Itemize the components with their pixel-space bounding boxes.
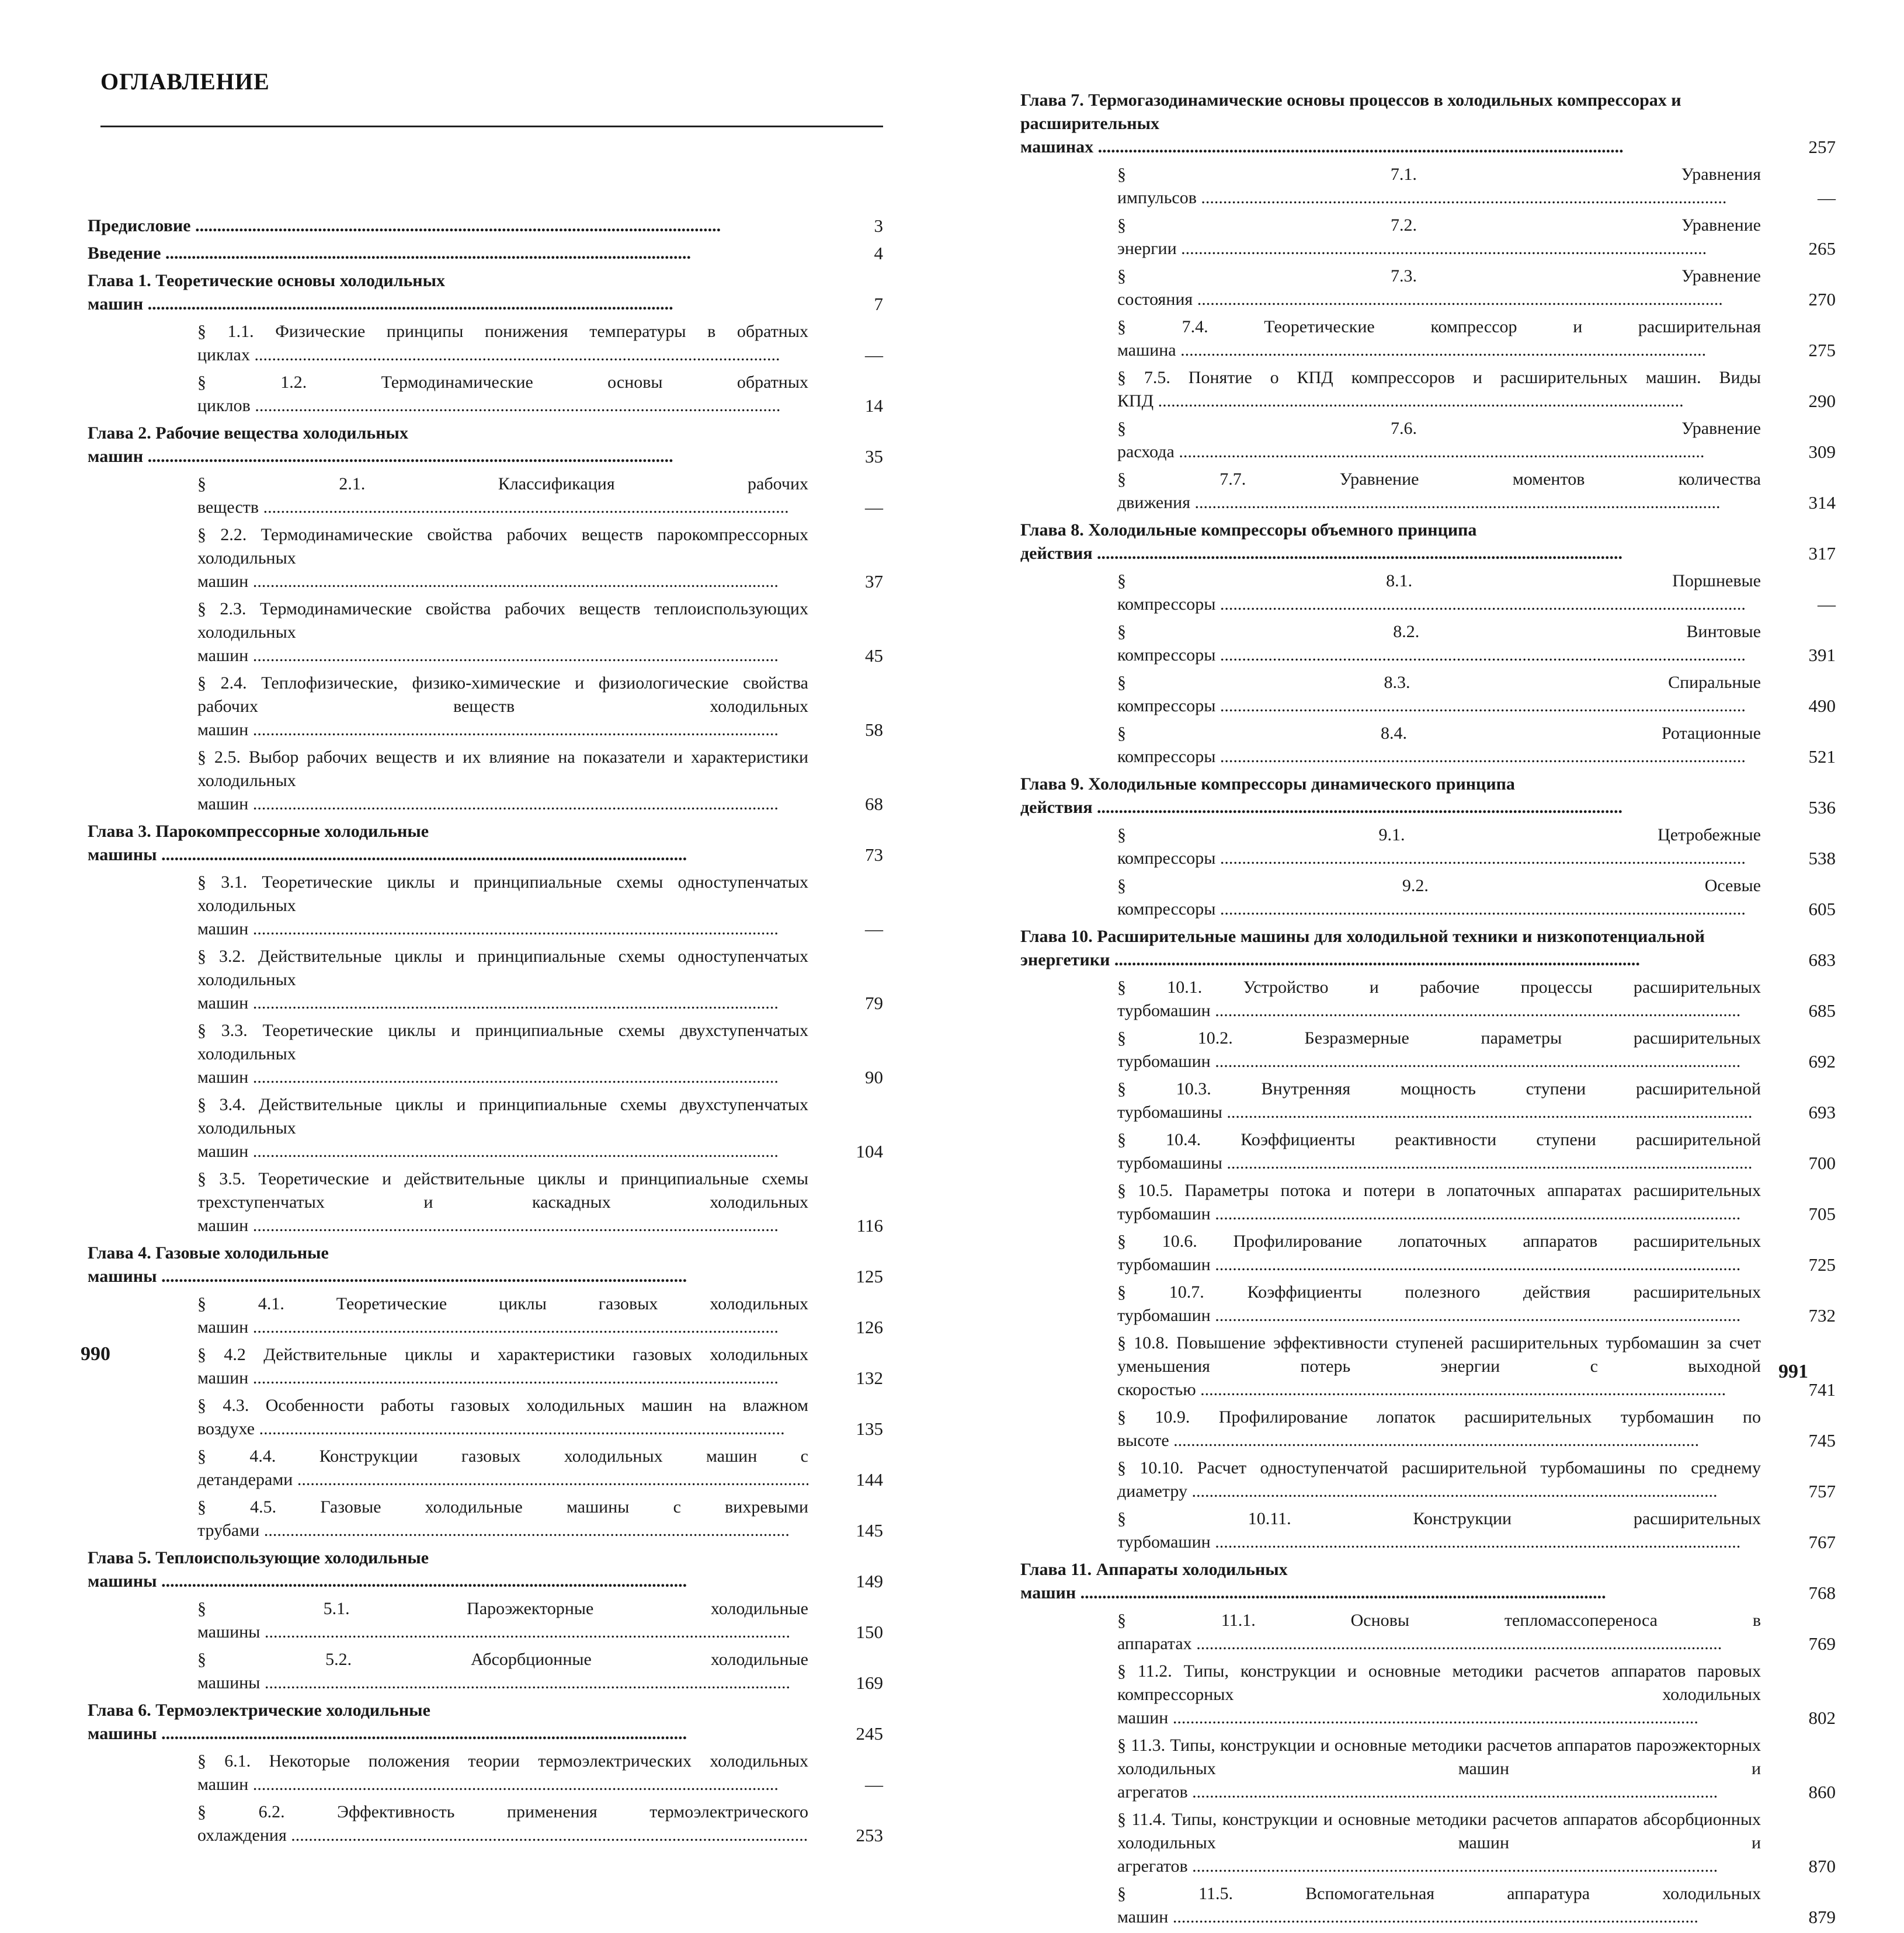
- toc-section-entry: [88, 871, 883, 941]
- toc-entry-title: § 8.2. Винтовые компрессоры .....: [1117, 620, 1761, 667]
- toc-entry-page: 767: [1808, 1532, 1836, 1552]
- toc-entry-page: —: [865, 919, 883, 939]
- toc-entry-page: 4: [874, 243, 883, 263]
- toc-entry-page: 58: [865, 719, 883, 740]
- toc-entry-title: § 10.7. Коэффициенты полезного действия расширительных турбомашин .....: [1117, 1281, 1761, 1327]
- toc-entry-page: 692: [1808, 1051, 1836, 1072]
- toc-entry-page: 245: [856, 1723, 883, 1744]
- toc-entry-title: § 1.2. Термодинамические основы обратных циклов .....: [197, 371, 808, 418]
- toc-entry-page: 725: [1808, 1254, 1836, 1275]
- toc-section-entry: [1020, 1456, 1836, 1503]
- toc-entry-page: 605: [1808, 899, 1836, 919]
- toc-entry-title: § 9.1. Цетробежные компрессоры .....: [1117, 823, 1761, 870]
- toc-entry-title: § 3.3. Теоретические циклы и принципиальные схемы двухступенчатых холодильных машин .....: [197, 1019, 808, 1089]
- toc-entry-title: § 4.4. Конструкции газовых холодильных машин с детандерами .....: [197, 1445, 808, 1492]
- toc-chapter-entry: [88, 1242, 883, 1288]
- toc-entry-page: 768: [1808, 1583, 1836, 1603]
- toc-entry-title: § 11.2. Типы, конструкции и основные методики расчетов аппаратов паровых компрессорных холодильных машин .....: [1117, 1660, 1761, 1730]
- toc-section-entry: [88, 1597, 883, 1644]
- toc-entry-page: 45: [865, 645, 883, 666]
- toc-entry-page: 521: [1808, 746, 1836, 767]
- toc-entry-page: 149: [856, 1571, 883, 1591]
- toc-entry-title: § 10.5. Параметры потока и потери в лопаточных аппаратах расширительных турбомашин .....: [1117, 1179, 1761, 1226]
- toc-entry-title: § 2.5. Выбор рабочих веществ и их влияние на показатели и характеристики холодильных машин .....: [197, 746, 808, 816]
- toc-section-entry: [1020, 1281, 1836, 1327]
- toc-entry-page: 144: [856, 1469, 883, 1490]
- toc-entry-title: § 2.4. Теплофизические, физико-химические и физиологические свойства рабочих веществ холодильных машин .....: [197, 672, 808, 742]
- toc-entry-page: 536: [1808, 797, 1836, 818]
- left-page: [0, 0, 934, 1845]
- toc-chapter-entry: [88, 269, 883, 316]
- toc-entry-page: 732: [1808, 1305, 1836, 1326]
- toc-entry-page: 68: [865, 794, 883, 814]
- title-divider: [100, 126, 883, 127]
- toc-section-entry: [88, 320, 883, 367]
- toc-section-entry: [1020, 1808, 1836, 1878]
- toc-entry-title: § 2.1. Классификация рабочих веществ .....: [197, 472, 808, 519]
- right-page: [934, 0, 1904, 1927]
- toc-chapter-entry: [1020, 1558, 1836, 1605]
- toc-entry-title: § 4.3. Особенности работы газовых холодильных машин на влажном воздухе .....: [197, 1394, 808, 1441]
- toc-entry-page: 757: [1808, 1481, 1836, 1501]
- toc-section-entry: [1020, 874, 1836, 921]
- toc-entry-title: § 11.1. Основы тепломассопереноса в аппаратах .....: [1117, 1609, 1761, 1656]
- toc-section-entry: [1020, 315, 1836, 362]
- toc-entry-title: § 10.3. Внутренняя мощность ступени расширительной турбомашины .....: [1117, 1077, 1761, 1124]
- toc-entry-title: § 6.1. Некоторые положения теории термоэлектрических холодильных машин .....: [197, 1750, 808, 1796]
- toc-entry-title: Глава 6. Термоэлектрические холодильные машины .....: [88, 1699, 808, 1746]
- toc-entry-title: § 10.8. Повышение эффективности ступеней расширительных турбомашин за счет уменьшения потерь энергии с выходной скоростью .....: [1117, 1331, 1761, 1402]
- toc-entry-page: 35: [865, 446, 883, 467]
- toc-entry-title: § 3.1. Теоретические циклы и принципиальные схемы одноступенчатых холодильных машин .....: [197, 871, 808, 941]
- toc-section-entry: [88, 1093, 883, 1163]
- toc-entry-title: § 4.5. Газовые холодильные машины с вихревыми трубами .....: [197, 1496, 808, 1542]
- toc-entry-title: § 8.4. Ротационные компрессоры .....: [1117, 722, 1761, 769]
- toc-entry-title: Введение .....: [88, 242, 808, 265]
- toc-section-entry: [1020, 620, 1836, 667]
- toc-entry-page: 150: [856, 1622, 883, 1642]
- toc-chapter-entry: [88, 1546, 883, 1593]
- toc-entry-page: 741: [1808, 1379, 1836, 1400]
- toc-entry-title: § 7.4. Теоретические компрессор и расширительная машина .....: [1117, 315, 1761, 362]
- toc-section-entry: [1020, 1660, 1836, 1730]
- toc-entry-page: 769: [1808, 1633, 1836, 1654]
- toc-section-entry: [1020, 1027, 1836, 1073]
- toc-entry-title: § 6.2. Эффективность применения термоэлектрического охлаждения .....: [197, 1800, 808, 1847]
- toc-entry-title: Глава 3. Парокомпрессорные холодильные машины .....: [88, 820, 808, 867]
- toc-entry-page: 253: [856, 1825, 883, 1845]
- toc-entry-title: Глава 10. Расширительные машины для холодильной техники и низкопотенциальной энергетики .....: [1020, 925, 1761, 972]
- toc-entry-page: 683: [1808, 950, 1836, 970]
- toc-entry-title: § 4.1. Теоретические циклы газовых холодильных машин .....: [197, 1292, 808, 1339]
- toc-entry-page: —: [865, 1774, 883, 1795]
- toc-entry-title: § 10.2. Безразмерные параметры расширительных турбомашин .....: [1117, 1027, 1761, 1073]
- toc-entry-page: 391: [1808, 645, 1836, 665]
- toc-entry-title: § 7.1. Уравнения импульсов .....: [1117, 163, 1761, 210]
- toc-entry-page: 685: [1808, 1000, 1836, 1021]
- toc-section-entry: [88, 1019, 883, 1089]
- toc-section-entry: [1020, 1077, 1836, 1124]
- toc-entry-title: § 3.5. Теоретические и действительные циклы и принципиальные схемы трехступенчатых и каскадных холодильных машин .....: [197, 1167, 808, 1237]
- toc-entry-page: 125: [856, 1266, 883, 1287]
- toc-entry-title: Глава 11. Аппараты холодильных машин .....: [1020, 1558, 1761, 1605]
- toc-entry-page: 705: [1808, 1204, 1836, 1224]
- toc-section-entry: [1020, 265, 1836, 311]
- page-number-right: 991: [1778, 1361, 1808, 1382]
- toc-entry-title: § 8.1. Поршневые компрессоры .....: [1117, 569, 1761, 616]
- toc-entry-page: 879: [1808, 1907, 1836, 1927]
- toc-section-entry: [88, 523, 883, 593]
- toc-entry-page: 135: [856, 1419, 883, 1439]
- toc-entry-title: § 1.1. Физические принципы понижения температуры в обратных циклах .....: [197, 320, 808, 367]
- toc-entry-title: Глава 4. Газовые холодильные машины .....: [88, 1242, 808, 1288]
- toc-section-entry: [1020, 468, 1836, 514]
- toc-entry-page: 314: [1808, 492, 1836, 513]
- toc-section-entry: [1020, 722, 1836, 769]
- toc-section-entry: [1020, 163, 1836, 210]
- toc-entry-page: 693: [1808, 1102, 1836, 1122]
- toc-entry-title: Глава 1. Теоретические основы холодильных машин .....: [88, 269, 808, 316]
- toc-entry-title: § 10.1. Устройство и рабочие процессы расширительных турбомашин .....: [1117, 976, 1761, 1023]
- toc-chapter-entry: [1020, 519, 1836, 565]
- page-title: ОГЛАВЛЕНИЕ: [100, 68, 270, 95]
- toc-section-entry: [88, 1394, 883, 1441]
- toc-entry-page: 90: [865, 1067, 883, 1087]
- toc-section-entry: [1020, 1179, 1836, 1226]
- toc-right-column: [1020, 88, 1836, 1933]
- toc-section-entry: [88, 672, 883, 742]
- toc-entry-page: 73: [865, 844, 883, 865]
- toc-left-column: [88, 213, 883, 1851]
- toc-entry-page: 126: [856, 1317, 883, 1337]
- toc-entry-page: 257: [1808, 137, 1836, 157]
- toc-section-entry: [88, 1445, 883, 1492]
- toc-entry-page: 745: [1808, 1430, 1836, 1451]
- toc-section-entry: [1020, 823, 1836, 870]
- toc-entry-title: Глава 8. Холодильные компрессоры объемного принципа действия .....: [1020, 519, 1761, 565]
- toc-section-entry: [1020, 976, 1836, 1023]
- toc-entry-title: § 10.9. Профилирование лопаток расширительных турбомашин по высоте .....: [1117, 1406, 1761, 1452]
- toc-entry-page: 490: [1808, 696, 1836, 716]
- toc-entry-page: 145: [856, 1520, 883, 1541]
- toc-entry-page: 14: [865, 395, 883, 416]
- toc-entry-title: § 10.11. Конструкции расширительных турбомашин .....: [1117, 1507, 1761, 1554]
- toc-section-entry: [88, 1496, 883, 1542]
- toc-entry-title: § 7.2. Уравнение энергии .....: [1117, 214, 1761, 260]
- toc-section-entry: [1020, 214, 1836, 260]
- toc-entry-page: 270: [1808, 289, 1836, 310]
- toc-section-entry: [1020, 671, 1836, 718]
- toc-entry-page: 3: [874, 215, 883, 236]
- toc-entry-page: 132: [856, 1368, 883, 1388]
- toc-section-entry: [1020, 417, 1836, 464]
- toc-entry-page: 104: [856, 1141, 883, 1162]
- toc-entry-title: § 11.5. Вспомогательная аппаратура холодильных машин .....: [1117, 1882, 1761, 1929]
- toc-section-entry: [88, 597, 883, 667]
- toc-section-entry: [1020, 1882, 1836, 1929]
- toc-entry-page: 860: [1808, 1782, 1836, 1802]
- toc-chapter-entry: [1020, 773, 1836, 819]
- toc-section-entry: [88, 1292, 883, 1339]
- toc-entry-title: § 2.3. Термодинамические свойства рабочих веществ теплоиспользующих холодильных машин .....: [197, 597, 808, 667]
- toc-chapter-entry: [88, 422, 883, 468]
- toc-section-entry: [88, 371, 883, 418]
- toc-entry-title: Глава 2. Рабочие вещества холодильных машин .....: [88, 422, 808, 468]
- toc-entry-page: 265: [1808, 238, 1836, 259]
- toc-entry-page: 317: [1808, 543, 1836, 564]
- toc-chapter-entry: [88, 242, 883, 265]
- toc-entry-title: § 11.3. Типы, конструкции и основные методики расчетов аппаратов пароэжекторных холодильных машин и агрегатов .....: [1117, 1734, 1761, 1804]
- toc-entry-page: —: [865, 345, 883, 365]
- toc-entry-title: § 3.2. Действительные циклы и принципиальные схемы одноступенчатых холодильных машин .....: [197, 945, 808, 1015]
- toc-entry-title: § 7.5. Понятие о КПД компрессоров и расширительных машин. Виды КПД .....: [1117, 366, 1761, 413]
- toc-entry-title: Глава 7. Термогазодинамические основы процессов в холодильных компрессорах и расширительных машинах .....: [1020, 89, 1761, 159]
- toc-entry-page: 37: [865, 571, 883, 592]
- toc-section-entry: [1020, 1609, 1836, 1656]
- toc-entry-title: § 9.2. Осевые компрессоры .....: [1117, 874, 1761, 921]
- toc-section-entry: [88, 746, 883, 816]
- toc-entry-title: § 10.4. Коэффициенты реактивности ступени расширительной турбомашины .....: [1117, 1128, 1761, 1175]
- toc-entry-title: § 7.6. Уравнение расхода .....: [1117, 417, 1761, 464]
- toc-chapter-entry: [88, 1699, 883, 1746]
- toc-entry-title: § 2.2. Термодинамические свойства рабочих веществ парокомпрессорных холодильных машин .....: [197, 523, 808, 593]
- toc-entry-title: Глава 5. Теплоиспользующие холодильные машины .....: [88, 1546, 808, 1593]
- toc-section-entry: [1020, 1734, 1836, 1804]
- toc-entry-page: 700: [1808, 1153, 1836, 1173]
- toc-entry-title: § 8.3. Спиральные компрессоры .....: [1117, 671, 1761, 718]
- toc-entry-page: 7: [874, 294, 883, 314]
- toc-entry-page: 169: [856, 1673, 883, 1693]
- toc-entry-page: 116: [856, 1215, 883, 1236]
- toc-section-entry: [1020, 1128, 1836, 1175]
- toc-section-entry: [88, 472, 883, 519]
- toc-entry-title: § 5.2. Абсорбционные холодильные машины .....: [197, 1648, 808, 1695]
- toc-section-entry: [1020, 1406, 1836, 1452]
- toc-chapter-entry: [1020, 925, 1836, 972]
- toc-entry-page: 290: [1808, 391, 1836, 411]
- toc-entry-page: 870: [1808, 1856, 1836, 1876]
- toc-entry-page: 802: [1808, 1708, 1836, 1728]
- page-number-left: 990: [81, 1343, 110, 1365]
- toc-section-entry: [88, 945, 883, 1015]
- toc-section-entry: [88, 1648, 883, 1695]
- toc-entry-page: 275: [1808, 340, 1836, 360]
- toc-entry-title: § 10.6. Профилирование лопаточных аппаратов расширительных турбомашин .....: [1117, 1230, 1761, 1277]
- toc-section-entry: [88, 1800, 883, 1847]
- toc-section-entry: [88, 1750, 883, 1796]
- toc-entry-title: § 4.2 Действительные циклы и характеристики газовых холодильных машин .....: [197, 1343, 808, 1390]
- toc-chapter-entry: [88, 214, 883, 238]
- toc-section-entry: [1020, 1331, 1836, 1402]
- toc-entry-title: § 10.10. Расчет одноступенчатой расширительной турбомашины по среднему диаметру .....: [1117, 1456, 1761, 1503]
- toc-chapter-entry: [1020, 89, 1836, 159]
- toc-entry-title: § 7.3. Уравнение состояния .....: [1117, 265, 1761, 311]
- toc-entry-title: § 7.7. Уравнение моментов количества движения .....: [1117, 468, 1761, 514]
- toc-entry-title: Глава 9. Холодильные компрессоры динамического принципа действия .....: [1020, 773, 1761, 819]
- toc-section-entry: [1020, 1230, 1836, 1277]
- toc-section-entry: [88, 1343, 883, 1390]
- toc-entry-title: § 11.4. Типы, конструкции и основные методики расчетов аппаратов абсорбционных холодильных машин и агрегатов .....: [1117, 1808, 1761, 1878]
- toc-chapter-entry: [88, 820, 883, 867]
- toc-entry-page: 79: [865, 993, 883, 1013]
- toc-entry-page: —: [865, 497, 883, 517]
- toc-section-entry: [88, 1167, 883, 1237]
- toc-entry-title: § 5.1. Пароэжекторные холодильные машины .....: [197, 1597, 808, 1644]
- toc-section-entry: [1020, 366, 1836, 413]
- toc-entry-page: —: [1818, 594, 1836, 614]
- toc-section-entry: [1020, 569, 1836, 616]
- toc-entry-page: 309: [1808, 441, 1836, 462]
- toc-entry-page: 538: [1808, 848, 1836, 868]
- toc-entry-page: —: [1818, 187, 1836, 208]
- toc-entry-title: Предисловие .....: [88, 214, 808, 238]
- toc-entry-title: § 3.4. Действительные циклы и принципиальные схемы двухступенчатых холодильных машин .....: [197, 1093, 808, 1163]
- toc-section-entry: [1020, 1507, 1836, 1554]
